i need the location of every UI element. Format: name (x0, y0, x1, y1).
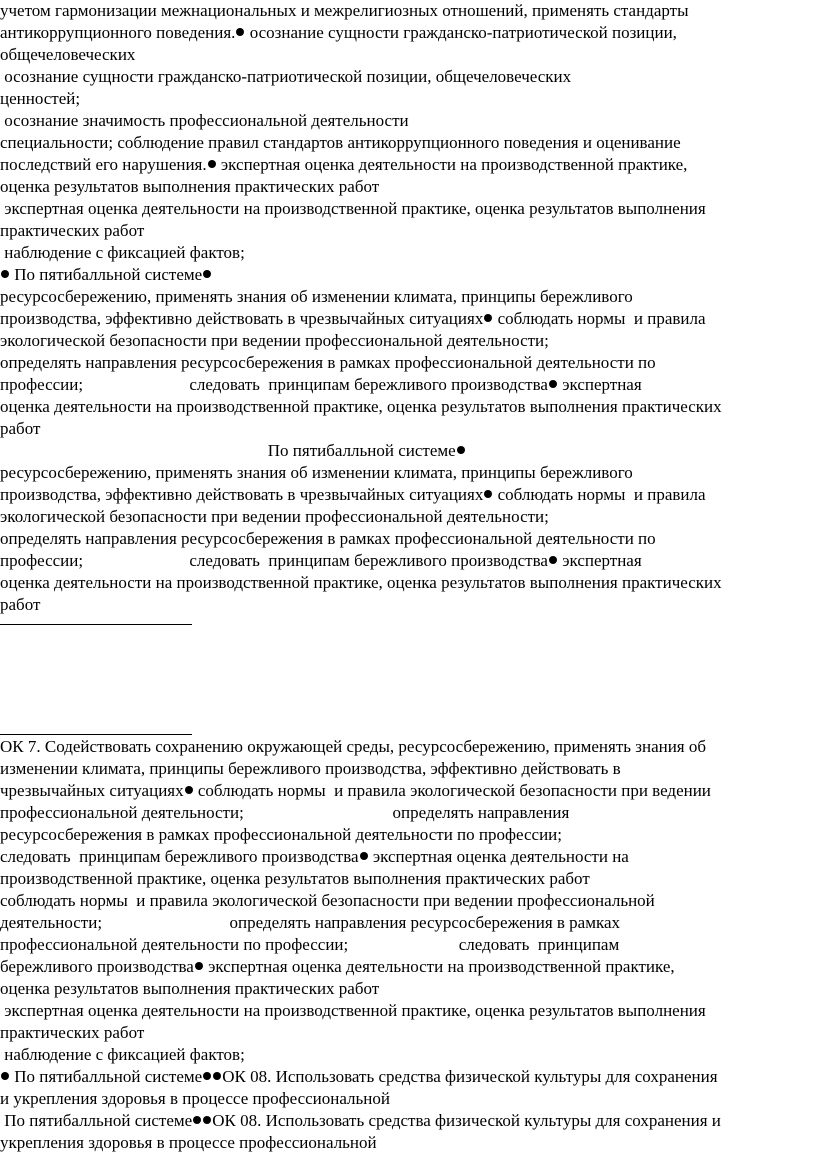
bullet-icon (236, 28, 244, 36)
bullet-icon (213, 1072, 221, 1080)
text-line: ресурсосбережения в рамках профессиональной деятельности по профессии; (0, 825, 562, 844)
bullet-icon (203, 1116, 211, 1124)
text-line: ресурсосбережению, применять знания об изменении климата, принципы бережливого (0, 463, 633, 482)
text-line: оценка результатов выполнения практических работ (0, 979, 380, 998)
text-line: осознание сущности гражданско-патриотической позиции, общечеловеческих (0, 67, 572, 86)
text-line: По пятибалльной системе ОК 08. Использовать средства физической культуры для сохранения и (0, 1111, 721, 1130)
text-line: По пятибалльной системе (0, 440, 466, 462)
text-line: производства, эффективно действовать в чрезвычайных ситуациях соблюдать нормы и правила (0, 485, 706, 504)
text-line: и укрепления здоровья в процессе профессиональной (0, 1089, 390, 1108)
bullet-icon (208, 160, 216, 168)
text-line: соблюдать нормы и правила экологической безопасности при ведении профессиональной (0, 891, 655, 910)
bullet-icon (195, 962, 203, 970)
text-line: профессиональной деятельности по профессии; следовать принципам (0, 935, 620, 954)
text-line: антикоррупционного поведения. осознание сущности гражданско-патриотической позиции, (0, 23, 677, 42)
bullet-icon (1, 270, 9, 278)
text-line: последствий его нарушения. экспертная оценка деятельности на производственной практике, (0, 155, 688, 174)
text-line: практических работ (0, 221, 145, 240)
text-line: наблюдение с фиксацией фактов; (0, 1045, 245, 1064)
bullet-icon (1, 1072, 9, 1080)
text-line: экологической безопасности при ведении профессиональной деятельности; (0, 331, 549, 350)
text-line: изменении климата, принципы бережливого производства, эффективно действовать в (0, 759, 621, 778)
bullet-icon (203, 1072, 211, 1080)
text-line: осознание значимость профессиональной деятельности (0, 111, 409, 130)
text-line: следовать принципам бережливого производства экспертная оценка деятельности на (0, 847, 629, 866)
bullet-icon (484, 490, 492, 498)
text-line: работ (0, 419, 41, 438)
text-line: ценностей; (0, 89, 81, 108)
bullet-icon (360, 852, 368, 860)
bullet-icon (185, 786, 193, 794)
text-line: оценка деятельности на производственной практике, оценка результатов выполнения практических (0, 397, 722, 416)
text-line: наблюдение с фиксацией фактов; (0, 243, 245, 262)
text-line: экспертная оценка деятельности на производственной практике, оценка результатов выполнения (0, 199, 706, 218)
text-line: ресурсосбережению, применять знания об изменении климата, принципы бережливого (0, 287, 633, 306)
bullet-icon (457, 446, 465, 454)
text-line: специальности; соблюдение правил стандартов антикоррупционного поведения и оценивание (0, 133, 681, 152)
text-line: профессии; следовать принципам бережливого производства экспертная (0, 551, 642, 570)
text-line: общечеловеческих (0, 45, 136, 64)
bullet-icon (193, 1116, 201, 1124)
bullet-icon (549, 380, 557, 388)
text-line: ОК 7. Содействовать сохранению окружающей среды, ресурсосбережению, применять знания об (0, 737, 707, 756)
bullet-icon (203, 270, 211, 278)
separator-rule (0, 734, 192, 735)
separator-rule (0, 624, 192, 625)
text-line: чрезвычайных ситуациях соблюдать нормы и правила экологической безопасности при ведении (0, 781, 711, 800)
text-line: оценка результатов выполнения практических работ (0, 177, 380, 196)
text-line: практических работ (0, 1023, 145, 1042)
text-line: определять направления ресурсосбережения в рамках профессиональной деятельности по (0, 529, 656, 548)
text-line: бережливого производства экспертная оценка деятельности на производственной практике, (0, 957, 675, 976)
text-line: укрепления здоровья в процессе профессиональной (0, 1133, 377, 1152)
text-line: производственной практике, оценка результатов выполнения практических работ (0, 869, 590, 888)
bullet-icon (549, 556, 557, 564)
text-line: экспертная оценка деятельности на производственной практике, оценка результатов выполнения (0, 1001, 706, 1020)
text-line: оценка деятельности на производственной практике, оценка результатов выполнения практических (0, 573, 722, 592)
text-line: работ (0, 595, 41, 614)
text-line: профессии; следовать принципам бережливого производства экспертная (0, 375, 642, 394)
text-line: определять направления ресурсосбережения в рамках профессиональной деятельности по (0, 353, 656, 372)
text-line: деятельности; определять направления ресурсосбережения в рамках (0, 913, 621, 932)
text-line: профессиональной деятельности; определять направления (0, 803, 570, 822)
text-line: экологической безопасности при ведении профессиональной деятельности; (0, 507, 549, 526)
text-line: производства, эффективно действовать в чрезвычайных ситуациях соблюдать нормы и правила (0, 309, 706, 328)
bullet-icon (484, 314, 492, 322)
text-line: По пятибалльной системе ОК 08. Использовать средства физической культуры для сохранения (0, 1066, 718, 1088)
text-line: учетом гармонизации межнациональных и межрелигиозных отношений, применять стандарты (0, 1, 689, 20)
text-line: По пятибалльной системе (0, 264, 212, 286)
